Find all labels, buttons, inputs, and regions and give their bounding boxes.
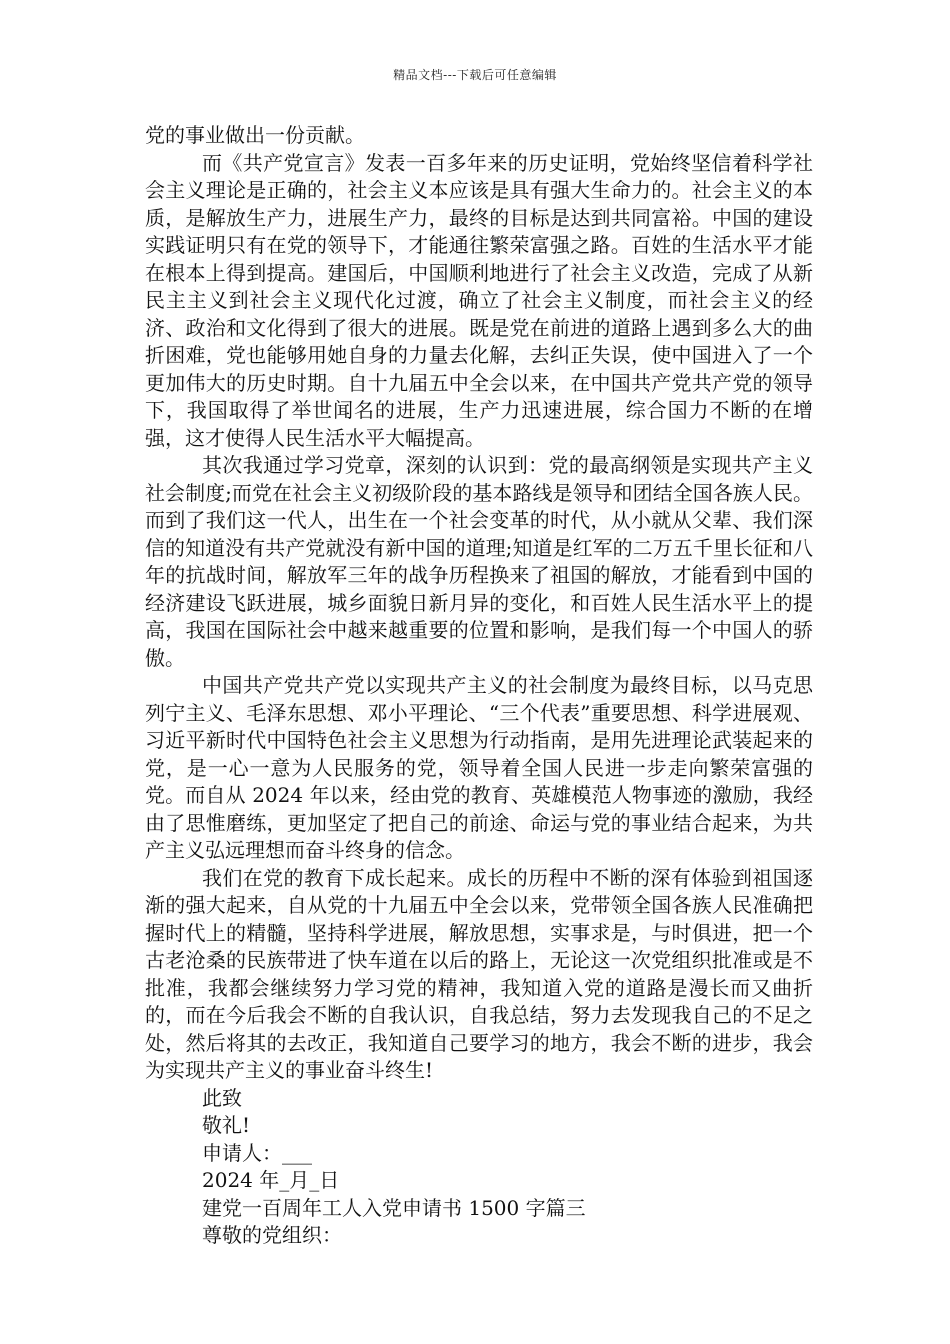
closing-salutation: 此致 [202, 1085, 242, 1110]
applicant-signature-line: 申请人：___ [202, 1140, 312, 1165]
closing-regards: 敬礼! [202, 1113, 251, 1137]
date-line: 2024 年_月_日 [202, 1168, 340, 1192]
letter-closing [145, 1085, 813, 1250]
paragraph: 其次我通过学习党章，深刻的认识到：党的最高纲领是实现共产主义社会制度;而党在社会主义初级阶段的基本路线是领导和团结全国各族人民。而到了我们这一代人，出生在一个社会变革的时代，从小就从父辈、我们深信的知道没有共产党就没有新中国的道理;知道是红军的二万五千里长征和八年的抗战时间，解放军三年的战争历程换来了祖国的解放，才能看到中国的经济建设飞跃进展，城乡面貌日新月异的变化，和百姓人民生活水平上的提高，我国在国际社会中越来越重要的位置和影响，是我们每一个中国人的骄傲。 [145, 453, 813, 670]
next-section-greeting: 尊敬的党组织： [202, 1223, 342, 1247]
paragraph: 我们在党的教育下成长起来。成长的历程中不断的深有体验到祖国逐渐的强大起来，自从党的十九届五中全会以来，党带领全国各族人民准确把握时代上的精髓，坚持科学进展，解放思想，实事求是，与时俱进，把一个古老沧桑的民族带进了快车道在以后的路上，无论这一次党组织批准或是不批准，我都会继续努力学习党的精神，我知道入党的道路是漫长而又曲折的，而在今后我会不断的自我认识，自我总结，努力去发现我自己的不足之处，然后将其的去改正，我知道自己要学习的地方，我会不断的进步，我会为实现共产主义的事业奋斗终生! [145, 865, 813, 1082]
document-body [145, 122, 813, 1250]
next-section-title: 建党一百周年工人入党申请书 1500 字篇三 [202, 1195, 586, 1220]
paragraph: 而《共产党宣言》发表一百多年来的历史证明，党始终坚信着科学社会主义理论是正确的，社会主义本应该是具有强大生命力的。社会主义的本质，是解放生产力，进展生产力，最终的目标是达到共同富裕。中国的建设实践证明只有在党的领导下，才能通往繁荣富强之路。百姓的生活水平才能在根本上得到提高。建国后，中国顺利地进行了社会主义改造，完成了从新民主主义到社会主义现代化过渡，确立了社会主义制度，而社会主义的经济、政治和文化得到了很大的进展。既是党在前进的道路上遇到多么大的曲折困难，党也能够用她自身的力量去化解，去纠正失误，使中国进入了一个更加伟大的历史时期。自十九届五中全会以来，在中国共产党共产党的领导下，我国取得了举世闻名的进展，生产力迅速进展，综合国力不断的在增强，这才使得人民生活水平大幅提高。 [145, 150, 813, 450]
paragraph-continuation: 党的事业做出一份贡献。 [145, 123, 365, 147]
page-header: 精品文档---下载后可任意编辑 [393, 68, 557, 82]
paragraph: 中国共产党共产党以实现共产主义的社会制度为最终目标，以马克思列宁主义、毛泽东思想、邓小平理论、“三个代表”重要思想、科学进展观、习近平新时代中国特色社会主义思想为行动指南，是用先进理论武装起来的党，是一心一意为人民服务的党，领导着全国人民进一步走向繁荣富强的党。而自从 2024 年以来，经由党的教育、英雄模范人物事迹的激励，我经由了思惟磨练，更加坚定了把自己的前途、命运与党的事业结合起来，为共产主义弘远理想而奋斗终身的信念。 [145, 673, 813, 862]
